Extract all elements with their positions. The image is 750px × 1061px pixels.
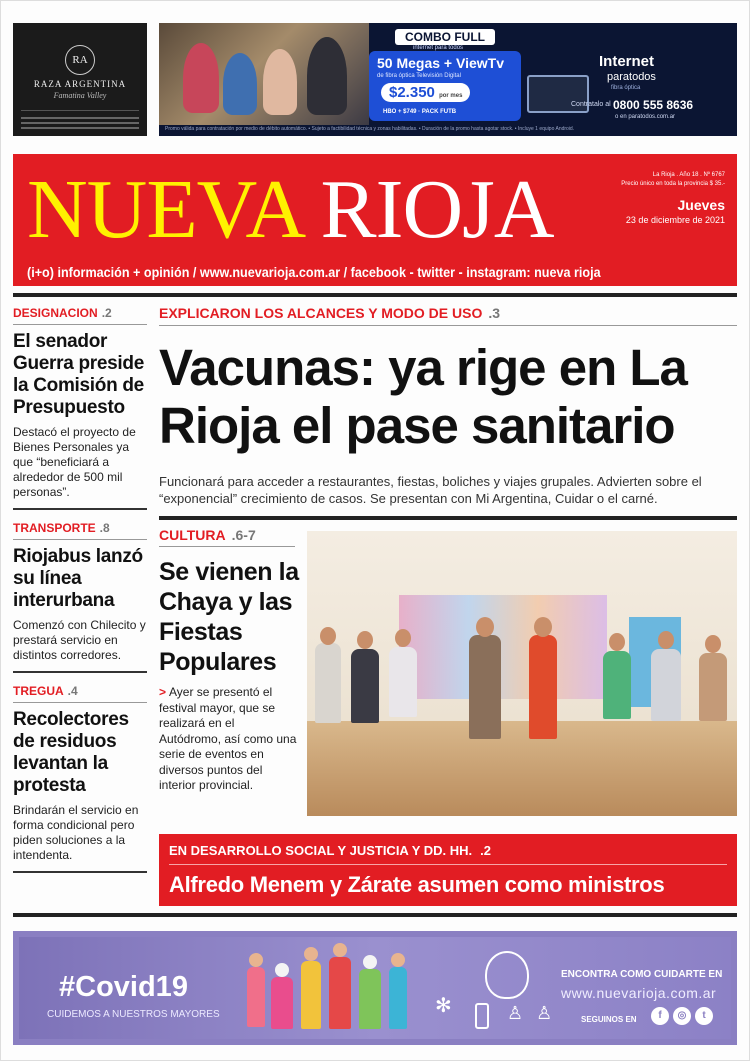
megas-subtitle: de fibra óptica Televisión Digital (377, 73, 461, 79)
raza-fine-print (21, 110, 139, 129)
ministers-headline[interactable]: Alfredo Menem y Zárate asumen como ministros (169, 872, 665, 897)
cultura-photo[interactable] (307, 531, 737, 816)
divider (159, 516, 737, 520)
story-summary: Brindarán el servicio en forma condicional pero piden soluciones a la intendenta. (13, 803, 139, 862)
section-label: TRANSPORTE .8 (13, 516, 147, 540)
twitter-icon[interactable]: t (695, 1007, 713, 1025)
story-headline[interactable]: Recolectores de residuos levantan la protesta (13, 709, 129, 796)
left-story[interactable] (13, 516, 147, 673)
internet-brand: Internet (599, 53, 655, 70)
mask-face-icon (485, 951, 529, 999)
ministers-kicker: EN DESARROLLO SOCIAL Y JUSTICIA Y DD. HH. .2 (169, 843, 491, 858)
arrow-icon: > (159, 685, 167, 699)
issue-meta (621, 172, 725, 225)
cultura-summary: > Ayer se presentó el festival mayor, que se realizará en el Autódromo, así como una serie de eventos en diversos puntos del interior provincial. (159, 685, 297, 792)
raza-logo: RA (65, 45, 95, 75)
facebook-icon[interactable]: f (651, 1007, 669, 1025)
covid-call: ENCONTRA COMO CUIDARTE EN (561, 969, 723, 980)
internet-brand-3: fibra óptica (611, 85, 641, 91)
divider (13, 913, 737, 917)
ministers-story[interactable] (159, 834, 737, 906)
cultura-headline[interactable]: Se vienen la Chaya y las Fiestas Populares (159, 558, 299, 676)
covid-banner[interactable] (13, 931, 737, 1045)
combo-subtitle: internet para todos (413, 45, 464, 51)
main-headline[interactable]: Vacunas: ya rige en La Rioja el pase sanitario (159, 339, 687, 454)
combo-full-label: COMBO FULL (395, 29, 495, 45)
left-story[interactable] (13, 679, 147, 873)
contact-site[interactable]: o en paratodos.com.ar (615, 114, 676, 120)
offer-extras: HBO + $749 · PACK FUTB (383, 109, 457, 115)
virus-icon: ✻ (435, 995, 452, 1017)
left-story[interactable] (13, 301, 147, 510)
main-kicker: EXPLICARON LOS ALCANCES Y MODO DE USO .3 (159, 305, 737, 326)
story-summary: Destacó el proyecto de Bienes Personales ya que “beneficiará a alrededor de 500 mil personas”. (13, 425, 136, 499)
ad-family-photo (159, 23, 369, 125)
issue-price: Precio único en toda la provincia $ 35.- (621, 181, 725, 187)
section-label: DESIGNACION .2 (13, 301, 147, 325)
cultura-section-label: CULTURA .6-7 (159, 527, 295, 547)
megas-offer (369, 51, 521, 121)
ad-internet-para-todos[interactable] (159, 23, 737, 136)
follow-label: SEGUINOS EN (581, 1015, 637, 1024)
covid-slogan: CUIDEMOS A NUESTROS MAYORES (47, 1009, 220, 1020)
offer-price: $2.350 por mes (381, 83, 470, 102)
raza-subtitle: Famatina Valley (53, 91, 107, 100)
sanitizer-icon (475, 1003, 489, 1029)
issue-number: La Rioja . Año 18 . Nº 6767 (652, 172, 725, 178)
newspaper-title[interactable] (27, 162, 554, 258)
instagram-icon[interactable]: ◎ (673, 1007, 691, 1025)
issue-date: 23 de diciembre de 2021 (625, 215, 725, 225)
story-headline[interactable]: Riojabus lanzó su línea interurbana (13, 546, 143, 611)
ad-raza-argentina[interactable] (13, 23, 147, 136)
story-summary: Comenzó con Chilecito y prestará servicio en distintos corredores. (13, 618, 146, 662)
title-nueva: NUEVA (27, 163, 301, 256)
covid-website[interactable]: www.nuevarioja.com.ar (561, 985, 717, 1001)
ad-fine-print: Promo válida para contratación por medio de débito automático. • Sujeto a factibilidad técnica y zonas habilitadas. • Duración de la promo hasta agotar stock. • Incluye 1 equipo Android. (165, 126, 575, 132)
internet-brand-2: paratodos (607, 71, 656, 83)
masthead-tagline: (i+o) información + opinión / www.nuevarioja.com.ar / facebook - twitter - instagram: nueva rioja (27, 264, 601, 280)
issue-day: Jueves (677, 197, 725, 213)
covid-hashtag: #Covid19 (59, 971, 188, 1003)
contact-label: Contratalo al (571, 101, 611, 108)
section-label: TREGUA .4 (13, 679, 147, 703)
distance-people-icon: ♙ ♙ (507, 1003, 557, 1023)
megas-title: 50 Megas + ViewTv (377, 55, 504, 71)
story-headline[interactable]: El senador Guerra preside la Comisión de Presupuesto (13, 331, 144, 418)
raza-name: RAZA ARGENTINA (33, 79, 127, 89)
left-column (13, 301, 147, 879)
contact-phone[interactable]: 0800 555 8636 (613, 98, 694, 112)
main-deck: Funcionará para acceder a restaurantes, fiestas, boliches y viajes grupales. Advierten sobre el “exponencial” crecimiento de casos. Se presentan con Mi Argentina, Cuidar o el carné. (159, 474, 702, 506)
divider (13, 293, 737, 297)
title-rioja: RIOJA (320, 163, 554, 256)
masthead (13, 154, 737, 286)
